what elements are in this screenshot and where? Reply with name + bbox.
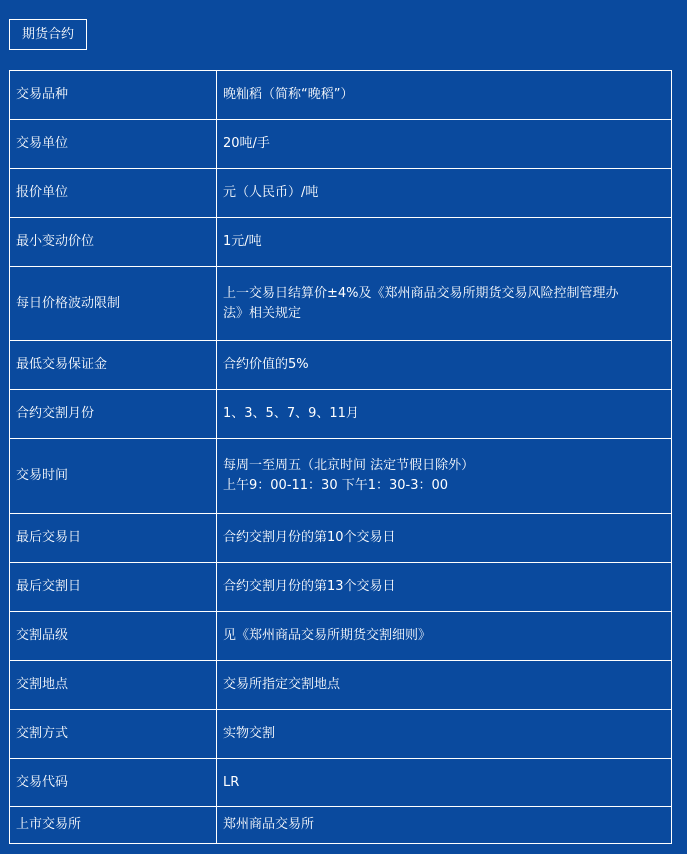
table-row [10,563,672,612]
table-row [10,612,672,661]
contract-spec-table [9,70,672,844]
row-label: 交易单位 [10,120,217,169]
contract-tab-label: 期货合约 [21,27,74,42]
row-label: 交易时间 [10,439,217,514]
row-value [217,390,672,439]
table-row [10,120,672,169]
row-value-line: 上午9：00-11：30 下午1：30-3：00 [223,478,449,493]
row-label: 合约交割月份 [10,390,217,439]
table-row [10,759,672,807]
row-value-line: 20吨/手 [223,136,270,151]
row-value-line: 实物交割 [223,726,276,741]
row-value [217,439,672,514]
table-row [10,341,672,390]
row-value [217,807,672,844]
row-value-line: 晚籼稻（简称“晚稻”） [223,87,354,102]
row-value [217,218,672,267]
row-value [217,759,672,807]
row-label: 最低交易保证金 [10,341,217,390]
table-row [10,514,672,563]
row-value-line: 1元/吨 [223,234,262,249]
row-value [217,169,672,218]
table-row [10,710,672,759]
row-value [217,612,672,661]
table-row [10,267,672,341]
table-row [10,169,672,218]
row-value-line: 上一交易日结算价±4%及《郑州商品交易所期货交易风险控制管理办 [223,285,619,301]
row-label: 交易代码 [10,759,217,807]
row-value-line: 合约交割月份的第13个交易日 [223,579,396,594]
row-value-line: 法》相关规定 [223,305,302,321]
table-row [10,218,672,267]
row-value-line: 每周一至周五（北京时间 法定节假日除外） [223,458,475,473]
row-value [217,514,672,563]
row-value-line: LR [223,774,240,790]
row-label: 报价单位 [10,169,217,218]
table-row [10,807,672,844]
table-row [10,661,672,710]
row-label: 交割方式 [10,710,217,759]
table-row [10,439,672,514]
row-value-line: 合约价值的5% [223,357,309,372]
row-value [217,341,672,390]
contract-tab[interactable] [9,19,87,50]
row-label: 交易品种 [10,71,217,120]
row-value-line: 见《郑州商品交易所期货交割细则》 [223,628,432,643]
row-label: 最小变动价位 [10,218,217,267]
row-value [217,71,672,120]
row-label: 交割地点 [10,661,217,710]
row-label: 上市交易所 [10,807,217,844]
row-value [217,120,672,169]
row-value [217,563,672,612]
row-label: 最后交割日 [10,563,217,612]
row-label: 最后交易日 [10,514,217,563]
row-value [217,710,672,759]
row-value-line: 元（人民币）/吨 [223,185,319,200]
table-row [10,71,672,120]
row-label: 交割品级 [10,612,217,661]
row-value [217,267,672,341]
row-value-line: 合约交割月份的第10个交易日 [223,530,396,545]
row-value-line: 交易所指定交割地点 [223,677,341,692]
row-value-line: 1、3、5、7、9、11月 [223,406,359,421]
table-row [10,390,672,439]
row-value-line: 郑州商品交易所 [223,817,315,832]
row-label: 每日价格波动限制 [10,267,217,341]
row-value [217,661,672,710]
